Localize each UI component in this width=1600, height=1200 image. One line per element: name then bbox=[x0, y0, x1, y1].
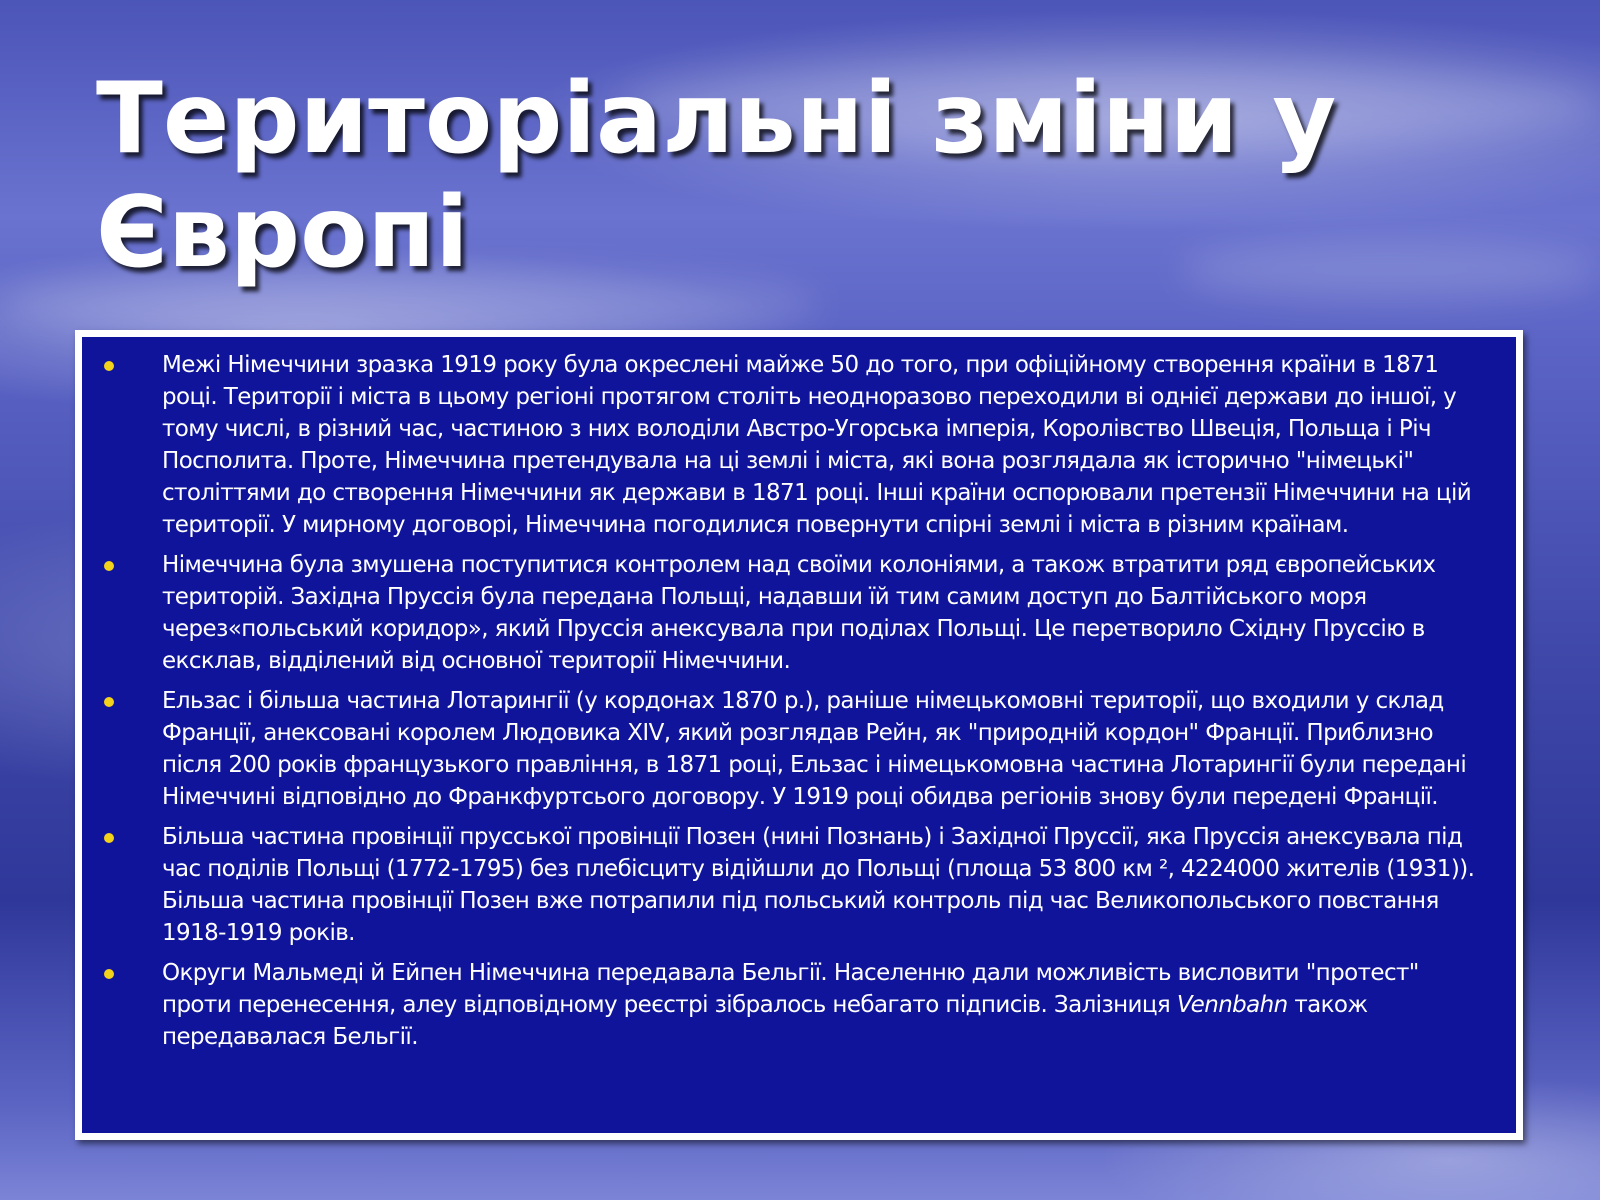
list-item bbox=[100, 821, 1494, 949]
bullet-icon bbox=[104, 697, 114, 707]
slide-title: Територіальні зміни у Європі bbox=[96, 62, 1337, 290]
content-box bbox=[75, 330, 1523, 1140]
bullet-icon bbox=[104, 833, 114, 843]
bullet-text-end: також передавалася Бельгії. bbox=[162, 992, 1368, 1050]
list-item bbox=[100, 685, 1494, 813]
list-item bbox=[100, 549, 1494, 677]
list-item bbox=[100, 349, 1494, 541]
bullet-list bbox=[100, 349, 1494, 1053]
bullet-icon bbox=[104, 969, 114, 979]
bullet-text: Більша частина провінції прусської провінції Позен (нині Познань) і Західної Пруссії, яка Пруссія анексувала під час поділів Польщі (1772-1795) без плебісциту відійшли до Польщі (площа 53 800 км ², 4224000 жителів (1931)). Більша частина провінції Позен вже потрапили під польський контроль під час Великопольського повстання 1918-1919 років. bbox=[162, 824, 1475, 946]
bullet-icon bbox=[104, 361, 114, 371]
bullet-text: Ельзас і більша частина Лотарингії (у кордонах 1870 р.), раніше німецькомовні території, що входили у склад Франції, анексовані королем Людовика XIV, який розглядав Рейн, як "природній кордон" Франції. Приблизно після 200 років французького правління, в 1871 році, Ельзас і німецькомовна частина Лотарингії були передані Німеччині відповідно до Франкфуртсього договору. У 1919 році обидва регіонів знову були передені Франції. bbox=[162, 688, 1467, 810]
bullet-icon bbox=[104, 561, 114, 571]
list-item bbox=[100, 957, 1494, 1053]
bullet-text-start: Округи Мальмеді й Ейпен Німеччина передавала Бельгії. Населенню дали можливість висловити "протест" проти перенесення, алеу відповідному реєстрі зібралось небагато підписів. Залізниця bbox=[162, 960, 1419, 1018]
bullet-text: Межі Німеччини зразка 1919 року була окреслені майже 50 до того, при офіційному створення країни в 1871 році. Території і міста в цьому регіоні протягом століть неодноразово переходили ві однієї держави до іншої, у тому числі, в різний час, частиною з них володіли Австро-Угорська імперія, Королівство Швеція, Польща і Річ Посполита. Проте, Німеччина претендувала на ці землі і міста, які вона розглядала як історично "німецькі" століттями до створення Німеччини як держави в 1871 році. Інші країни оспорювали претензії Німеччини на цій території. У мирному договорі, Німеччина погодилися повернути спірні землі і міста в різним країнам. bbox=[162, 352, 1472, 538]
railway-name: Vennbahn bbox=[1176, 992, 1288, 1018]
bullet-text: Німеччина була змушена поступитися контролем над своїми колоніями, а також втратити ряд європейських територій. Західна Пруссія була передана Польщі, надавши їй тим самим доступ до Балтійського моря через«польський коридор», який Пруссія анексувала при поділах Польщі. Це перетворило Східну Пруссію в ексклав, відділений від основної території Німеччини. bbox=[162, 552, 1436, 674]
